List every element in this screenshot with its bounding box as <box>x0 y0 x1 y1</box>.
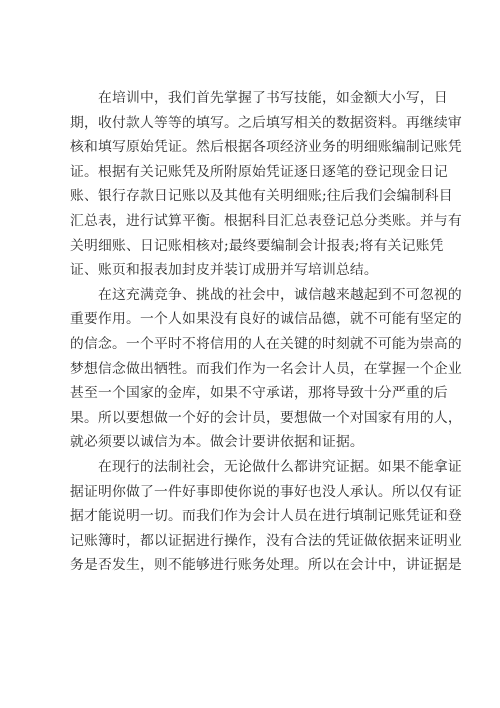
text-line: 记账簿时，都以证据进行操作，没有合法的凭证做依据来证明业 <box>70 532 462 549</box>
text-line: 梦想信念做出牺牲。而我们作为一名会计人员，在掌握一个企业 <box>70 360 462 377</box>
text-line: 果。所以要想做一个好的会计员，要想做一个对国家有用的人， <box>70 409 462 426</box>
text-line: 甚至一个国家的金库，如果不守承诺，那将导致十分严重的后 <box>70 385 448 402</box>
text-line: 证、账页和报表加封皮并装订成册并写培训总结。 <box>70 262 378 279</box>
text-line: 务是否发生，则不能够进行账务处理。所以在会计中，讲证据是 <box>70 557 462 574</box>
text-line: 的信念。一个平时不将信用的人在关键的时刻就不可能为崇高的 <box>70 335 462 352</box>
text-line: 据证明你做了一件好事即使你说的事好也没人承认。所以仅有证 <box>70 483 462 500</box>
text-line: 在这充满竞争、挑战的社会中，诚信越来越起到不可忽视的 <box>98 286 462 303</box>
text-line: 重要作用。一个人如果没有良好的诚信品德，就不可能有坚定的 <box>70 311 462 328</box>
text-line: 关明细账、日记账相核对;最终要编制会计报表;将有关记账凭 <box>70 237 444 254</box>
text-line: 在培训中，我们首先掌握了书写技能，如金额大小写，日 <box>98 90 448 106</box>
paragraph-integrity <box>70 283 462 455</box>
text-line: 就必须要以诚信为本。做会计要讲依据和证据。 <box>70 434 364 451</box>
text-line: 在现行的法制社会，无论做什么都讲究证据。如果不能拿证 <box>98 458 462 475</box>
document-page <box>70 86 462 578</box>
text-line: 证。根据有关记账凭及所附原始凭证逐日逐笔的登记现金日记 <box>70 163 448 180</box>
text-line: 期，收付款人等等的填写。之后填写相关的数据资料。再继续审 <box>70 114 462 131</box>
text-line: 核和填写原始凭证。然后根据各项经济业务的明细账编制记账凭 <box>70 139 462 156</box>
paragraph-training <box>70 86 462 283</box>
text-line: 汇总表，进行试算平衡。根据科目汇总表登记总分类账。并与有 <box>70 212 462 229</box>
text-line: 账、银行存款日记账以及其他有关明细账;往后我们会编制科目 <box>70 188 453 205</box>
text-line: 据才能说明一切。而我们作为会计人员在进行填制记账凭证和登 <box>70 508 462 525</box>
paragraph-evidence <box>70 455 462 578</box>
